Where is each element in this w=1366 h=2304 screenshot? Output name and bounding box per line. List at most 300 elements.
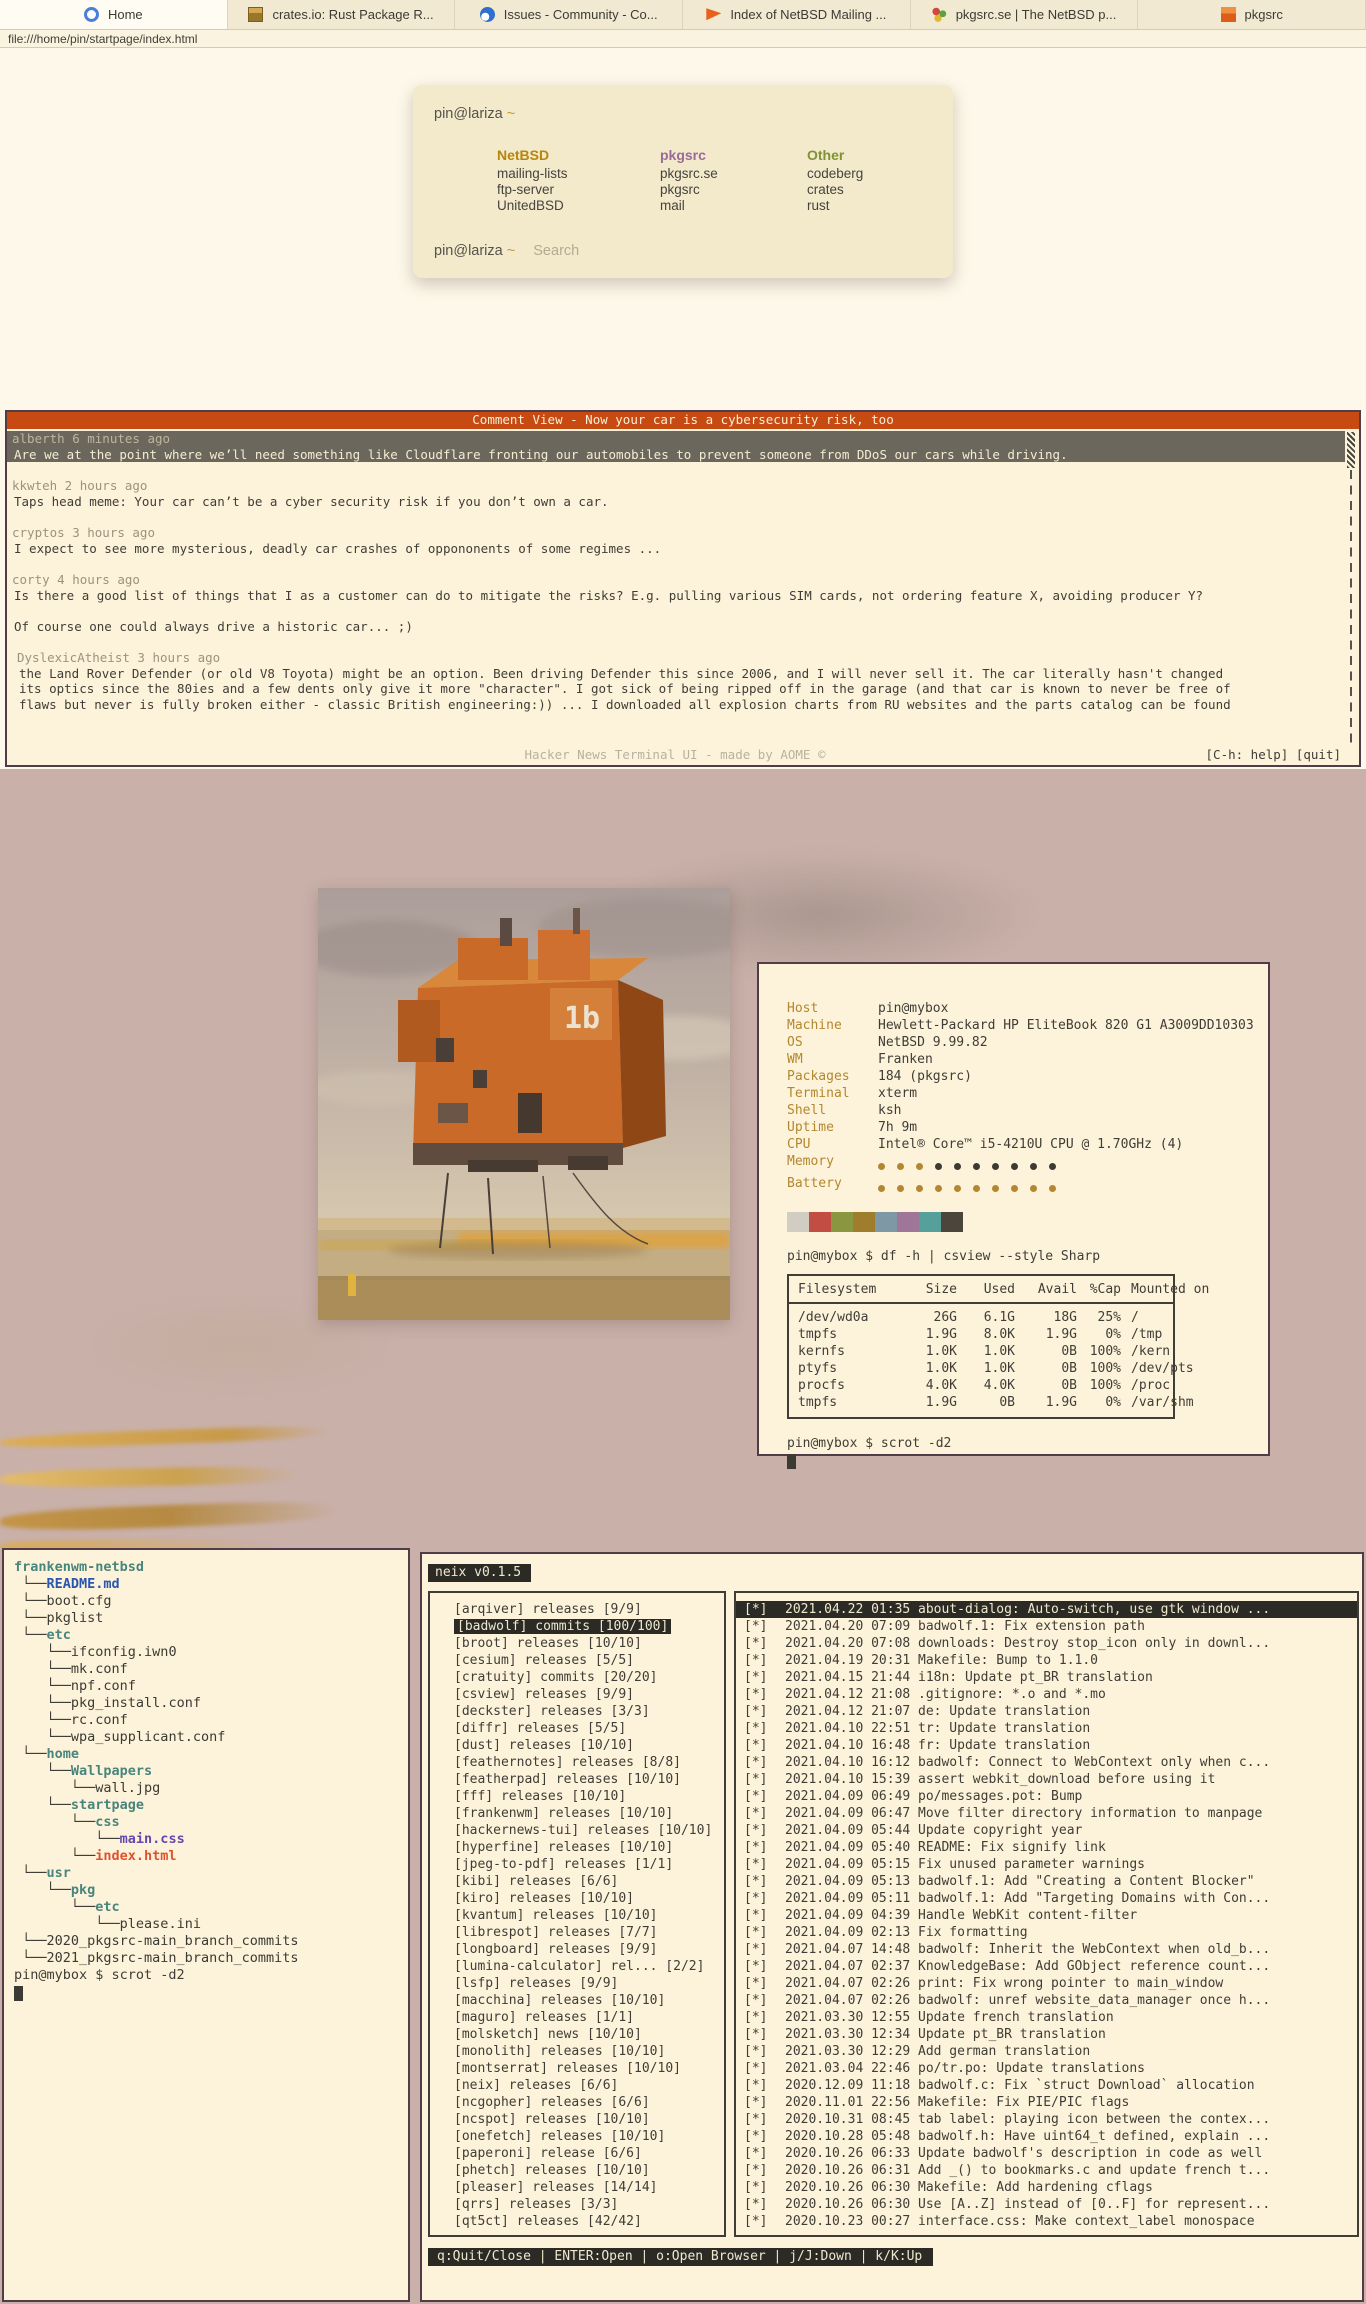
- hn-comment-line: its optics since the 80ies and a few dents only give it more "character". I got sick of being ripped off in the garage (and that car is known to never be free of: [19, 681, 1231, 696]
- commit-list-panel: [734, 1591, 1359, 2237]
- feed-item-label: [neix] releases [6/6]: [454, 2078, 619, 2093]
- commit-row[interactable]: [736, 1958, 1357, 1975]
- feed-item[interactable]: [454, 1618, 724, 1635]
- palette-swatch: [809, 1212, 831, 1232]
- feed-item[interactable]: [454, 1924, 724, 1941]
- df-table-header: [789, 1281, 1210, 1298]
- feed-item[interactable]: [454, 1958, 724, 1975]
- tree-line: [14, 1661, 408, 1678]
- feed-item[interactable]: [454, 1941, 724, 1958]
- tree-line: [14, 1644, 408, 1661]
- fetch-value: ksh: [878, 1103, 902, 1118]
- svg-text:1b: 1b: [564, 1001, 601, 1036]
- tree-branch: └──: [14, 1627, 47, 1643]
- commit-marker: [*]: [744, 1976, 768, 1991]
- feed-item-label: [molsketch] news [10/10]: [454, 2027, 642, 2042]
- scrollbar-thumb[interactable]: [1347, 432, 1355, 468]
- tab-crate[interactable]: [228, 0, 456, 29]
- fetch-label: OS: [787, 1035, 803, 1050]
- commit-datetime: 2020.10.26 06:31: [785, 2163, 911, 2178]
- commit-message: badwolf.c: Fix `struct Download` allocation: [918, 2078, 1255, 2093]
- fetch-meter-row: [787, 1175, 1268, 1197]
- commit-datetime: 2021.03.30 12:55: [785, 2010, 911, 2025]
- commit-row[interactable]: [736, 1771, 1357, 1788]
- commit-datetime: 2021.04.09 05:11: [785, 1891, 911, 1906]
- startpage-link[interactable]: pkgsrc.se: [660, 166, 718, 181]
- hn-comment-line: I expect to see more mysterious, deadly car crashes of oppononents of some regimes ...: [14, 540, 662, 556]
- df-cell: 6.1G: [983, 1310, 1015, 1325]
- commit-row[interactable]: [736, 1907, 1357, 1924]
- feed-item[interactable]: [454, 1720, 724, 1737]
- commit-datetime: 2020.10.28 05:48: [785, 2129, 911, 2144]
- feed-item-label: [kiro] releases [10/10]: [454, 1891, 635, 1906]
- feed-item-label: [jpeg-to-pdf] releases [1/1]: [454, 1857, 674, 1872]
- df-cell: 1.0K: [925, 1344, 957, 1359]
- tab-globe[interactable]: [0, 0, 228, 29]
- fetch-value: Intel® Core™ i5-4210U CPU @ 1.70GHz (4): [878, 1137, 1184, 1152]
- commit-datetime: 2021.04.09 05:13: [785, 1874, 911, 1889]
- tab-cube[interactable]: [1138, 0, 1366, 29]
- commit-marker: [*]: [744, 1993, 768, 2008]
- palette-swatch: [831, 1212, 853, 1232]
- df-cell: 0%: [1105, 1395, 1121, 1410]
- feed-item-label: [featherpad] releases [10/10]: [454, 1772, 681, 1787]
- commit-datetime: 2021.04.10 22:51: [785, 1721, 911, 1736]
- tab-bar: [0, 0, 1366, 30]
- commit-row[interactable]: [736, 1805, 1357, 1822]
- crate-icon: [248, 7, 263, 22]
- commit-datetime: 2021.04.10 16:12: [785, 1755, 911, 1770]
- commit-row[interactable]: [736, 1890, 1357, 1907]
- startpage-column-title: pkgsrc: [660, 147, 706, 163]
- feed-item[interactable]: [454, 1873, 724, 1890]
- feed-item-label: [hyperfine] releases [10/10]: [454, 1840, 674, 1855]
- commit-marker: [*]: [744, 1704, 768, 1719]
- url-bar[interactable]: [0, 30, 1366, 48]
- hn-comment-author: alberth 6 minutes ago: [12, 431, 171, 446]
- commit-datetime: 2021.04.09 05:40: [785, 1840, 911, 1855]
- commit-row[interactable]: [736, 1822, 1357, 1839]
- hn-comment: [7, 478, 1359, 509]
- feed-item[interactable]: [454, 1975, 724, 1992]
- hn-comment-line: Taps head meme: Your car can’t be a cyber security risk if you don’t own a car.: [14, 493, 609, 509]
- startpage-column: [660, 147, 718, 214]
- commit-row[interactable]: [736, 1941, 1357, 1958]
- meter-dot: [1049, 1185, 1056, 1192]
- commit-marker: [*]: [744, 2010, 768, 2025]
- commit-marker: [*]: [744, 2180, 768, 2195]
- wallpaper-dune: [0, 1424, 330, 1450]
- startpage-link[interactable]: codeberg: [807, 166, 864, 181]
- commit-row[interactable]: [736, 1686, 1357, 1703]
- tree-branch: └──: [14, 1661, 71, 1677]
- commit-row[interactable]: [736, 1618, 1357, 1635]
- df-cell: /: [1131, 1310, 1139, 1325]
- tree-branch: └──: [14, 1848, 96, 1864]
- fetch-value: Hewlett-Packard HP EliteBook 820 G1 A3009DD10303: [878, 1018, 1254, 1033]
- commit-message: po/messages.pot: Bump: [918, 1789, 1083, 1804]
- tree-entry: frankenwm-netbsd: [14, 1559, 145, 1575]
- commit-row[interactable]: [736, 2213, 1357, 2230]
- commit-datetime: 2021.04.09 04:39: [785, 1908, 911, 1923]
- tree-entry: etc: [46, 1627, 71, 1643]
- commit-row[interactable]: [736, 2162, 1357, 2179]
- feed-item-label: [lumina-calculator] rel... [2/2]: [454, 1959, 705, 1974]
- tab-community[interactable]: [455, 0, 683, 29]
- startpage-column: [807, 147, 863, 214]
- feed-item[interactable]: [454, 2196, 724, 2213]
- commit-row[interactable]: [736, 2060, 1357, 2077]
- commit-marker: [*]: [744, 1959, 768, 1974]
- tree-prompt: pin@mybox $ scrot -d2: [14, 1967, 185, 1983]
- df-cell: 1.0K: [925, 1361, 957, 1376]
- commit-row[interactable]: [736, 1737, 1357, 1754]
- neix-status-bar: q:Quit/Close | ENTER:Open | o:Open Browser | j/J:Down | k/K:Up: [428, 2248, 933, 2266]
- feed-item[interactable]: [454, 1839, 724, 1856]
- tree-line: [14, 1933, 408, 1950]
- hn-comment: [7, 431, 1345, 462]
- commit-message: README: Fix signify link: [918, 1840, 1106, 1855]
- commit-datetime: 2020.10.23 00:27: [785, 2214, 911, 2229]
- df-header-cell: Avail: [1037, 1282, 1077, 1297]
- palette-swatch: [853, 1212, 875, 1232]
- tree-branch: └──: [14, 1882, 71, 1898]
- tree-branch: └──: [14, 1610, 47, 1626]
- df-table-row: [789, 1377, 1173, 1394]
- commit-row[interactable]: [736, 1669, 1357, 1686]
- tree-entry: pkg_install.conf: [70, 1695, 201, 1711]
- commit-row[interactable]: [736, 1703, 1357, 1720]
- feed-item[interactable]: [454, 1907, 724, 1924]
- tree-branch: └──: [14, 1899, 96, 1915]
- tree-branch: └──: [14, 1746, 47, 1762]
- startpage-link[interactable]: ftp-server: [497, 182, 555, 197]
- feed-item[interactable]: [454, 1737, 724, 1754]
- df-header-cell: Used: [983, 1282, 1015, 1297]
- fetch-info-row: [787, 1034, 1268, 1051]
- commit-row[interactable]: [736, 1856, 1357, 1873]
- feed-item[interactable]: [454, 2026, 724, 2043]
- commit-row[interactable]: [736, 1992, 1357, 2009]
- feed-item-label: [cratuity] commits [20/20]: [454, 1670, 658, 1685]
- commit-row[interactable]: [736, 1652, 1357, 1669]
- df-cell: 0B: [1061, 1361, 1077, 1376]
- feed-item[interactable]: [454, 1635, 724, 1652]
- search-placeholder: Search: [533, 243, 580, 259]
- feed-item[interactable]: [454, 1601, 724, 1618]
- tree-entry: npf.conf: [70, 1678, 136, 1694]
- commit-datetime: 2021.04.09 05:44: [785, 1823, 911, 1838]
- commit-message: .gitignore: *.o and *.mo: [918, 1687, 1106, 1702]
- feed-item[interactable]: [454, 1669, 724, 1686]
- meter-dot: [1030, 1185, 1037, 1192]
- feed-item-label: [montserrat] releases [10/10]: [454, 2061, 681, 2076]
- tree-entry: ifconfig.iwn0: [70, 1644, 177, 1660]
- meter-dot: [954, 1185, 961, 1192]
- tree-line: [14, 1916, 408, 1933]
- terminal-color-palette: [787, 1212, 1268, 1232]
- commit-row[interactable]: [736, 1754, 1357, 1771]
- startpage-column-title: NetBSD: [497, 147, 550, 163]
- df-cell: 0B: [999, 1395, 1015, 1410]
- tree-entry: boot.cfg: [46, 1593, 112, 1609]
- feed-item[interactable]: [454, 2009, 724, 2026]
- feed-item-label: [ncspot] releases [10/10]: [454, 2112, 650, 2127]
- commit-message: Use [A..Z] instead of [0..F] for represent...: [918, 2197, 1271, 2212]
- commit-row[interactable]: [736, 1873, 1357, 1890]
- hn-comment-line: Is there a good list of things that I as a customer can do to mitigate the risks? E.g. pulling various SIM cards, not ordering feature X, avoiding producer Y?: [14, 587, 1204, 603]
- commit-message: Handle WebKit content-filter: [918, 1908, 1138, 1923]
- commit-marker: [*]: [744, 2061, 768, 2076]
- palette-swatch: [787, 1212, 809, 1232]
- meter-dot: [954, 1163, 961, 1170]
- feed-item[interactable]: [454, 2145, 724, 2162]
- commit-message: fr: Update translation: [918, 1738, 1091, 1753]
- commit-row[interactable]: [736, 1720, 1357, 1737]
- feed-item-label: [librespot] releases [7/7]: [454, 1925, 658, 1940]
- neix-window: [420, 1552, 1364, 2302]
- tree-entry: usr: [46, 1865, 71, 1881]
- feed-item[interactable]: [454, 1788, 724, 1805]
- startpage-card: [413, 85, 953, 278]
- fetch-label: Host: [787, 1001, 819, 1016]
- df-cell: ptyfs: [798, 1361, 838, 1376]
- feed-item-label: [diffr] releases [5/5]: [454, 1721, 627, 1736]
- df-cell: 4.0K: [925, 1378, 957, 1393]
- palette-swatch: [941, 1212, 963, 1232]
- tab-dots[interactable]: [911, 0, 1139, 29]
- tree-entry: index.html: [95, 1848, 177, 1864]
- commit-message: Add _() to bookmarks.c and update french t...: [918, 2163, 1271, 2178]
- commit-row[interactable]: [736, 2043, 1357, 2060]
- commit-marker: [*]: [744, 2044, 768, 2059]
- df-cell: /var/shm: [1131, 1395, 1194, 1410]
- fetch-terminal-window: [757, 962, 1270, 1456]
- feed-item-label: [macchina] releases [10/10]: [454, 1993, 666, 2008]
- wallpaper-dune: [0, 1499, 340, 1533]
- tree-line: [14, 1831, 408, 1848]
- commit-datetime: 2021.04.10 16:48: [785, 1738, 911, 1753]
- df-cell: /dev/wd0a: [798, 1310, 869, 1325]
- commit-message: badwolf.1: Fix extension path: [918, 1619, 1145, 1634]
- feed-item[interactable]: [454, 1754, 724, 1771]
- community-icon: [480, 7, 495, 22]
- feed-item[interactable]: [454, 1856, 724, 1873]
- commit-message: po/tr.po: Update translations: [918, 2061, 1145, 2076]
- feed-item[interactable]: [454, 1822, 724, 1839]
- startpage-search[interactable]: [434, 243, 579, 259]
- commit-message: badwolf: Inherit the WebContext when old_b...: [918, 1942, 1271, 1957]
- commit-row[interactable]: [736, 1839, 1357, 1856]
- feed-item-label: [qrrs] releases [3/3]: [454, 2197, 619, 2212]
- prompt-user: pin@lariza: [434, 106, 503, 122]
- feed-item[interactable]: [454, 2128, 724, 2145]
- commit-marker: [*]: [744, 1619, 768, 1634]
- tab-label: Home: [107, 7, 143, 22]
- tree-entry: README.md: [46, 1576, 120, 1592]
- commit-message: i18n: Update pt_BR translation: [918, 1670, 1153, 1685]
- startpage-link[interactable]: UnitedBSD: [497, 198, 564, 213]
- df-cell: /kern: [1131, 1344, 1171, 1359]
- df-cell: /dev/pts: [1131, 1361, 1194, 1376]
- tree-line: [14, 1797, 408, 1814]
- palette-swatch: [919, 1212, 941, 1232]
- meter-dot: [973, 1163, 980, 1170]
- tree-line: [14, 1950, 408, 1967]
- tree-branch: └──: [14, 1763, 71, 1779]
- df-cell: /proc: [1131, 1378, 1171, 1393]
- tree-entry: css: [95, 1814, 120, 1830]
- startpage-link[interactable]: mailing-lists: [497, 166, 568, 181]
- commit-row[interactable]: [736, 2128, 1357, 2145]
- meter-dot: [992, 1185, 999, 1192]
- tree-line: [14, 1576, 408, 1593]
- df-cell: 1.9G: [925, 1395, 957, 1410]
- feed-item[interactable]: [454, 2179, 724, 2196]
- commit-row[interactable]: [736, 2145, 1357, 2162]
- commit-message: badwolf: unref website_data_manager once h...: [918, 1993, 1271, 2008]
- tree-entry: wall.jpg: [95, 1780, 161, 1796]
- meter-dot: [1011, 1185, 1018, 1192]
- tree-line: [14, 1746, 408, 1763]
- df-table-row: [789, 1343, 1173, 1360]
- feed-item[interactable]: [454, 1771, 724, 1788]
- feed-item-label: [dust] releases [10/10]: [454, 1738, 635, 1753]
- commit-row[interactable]: [736, 1635, 1357, 1652]
- commit-message: KnowledgeBase: Add GObject reference count...: [918, 1959, 1271, 1974]
- feed-item-label: [paperoni] release [6/6]: [454, 2146, 642, 2161]
- feed-item[interactable]: [454, 2094, 724, 2111]
- commit-datetime: 2021.04.12 21:07: [785, 1704, 911, 1719]
- feed-item[interactable]: [454, 2077, 724, 2094]
- tab-label: crates.io: Rust Package R...: [272, 7, 434, 22]
- startpage-link[interactable]: mail: [660, 198, 685, 213]
- commit-marker: [*]: [744, 1687, 768, 1702]
- tree-branch: └──: [14, 1950, 47, 1966]
- feed-item[interactable]: [454, 2213, 724, 2230]
- wallpaper-dune: [0, 1465, 300, 1488]
- tab-flag[interactable]: [683, 0, 911, 29]
- startpage-link[interactable]: pkgsrc: [660, 182, 700, 197]
- commit-datetime: 2020.10.26 06:33: [785, 2146, 911, 2161]
- feed-item[interactable]: [454, 1890, 724, 1907]
- feed-item-label: [kvantum] releases [10/10]: [454, 1908, 658, 1923]
- df-command-line: pin@mybox $ df -h | csview --style Sharp: [787, 1249, 1101, 1264]
- commit-message: badwolf.h: Have uint64_t defined, explain ...: [918, 2129, 1271, 2144]
- tree-branch: └──: [14, 1593, 47, 1609]
- hn-comment-author: DyslexicAtheist 3 hours ago: [17, 650, 221, 665]
- commit-message: downloads: Destroy stop_icon only in downl...: [918, 1636, 1271, 1651]
- feed-item[interactable]: [454, 1652, 724, 1669]
- startpage-column: [497, 147, 568, 214]
- commit-datetime: 2020.10.31 08:45: [785, 2112, 911, 2127]
- commit-marker: [*]: [744, 1636, 768, 1651]
- df-cell: 0%: [1105, 1327, 1121, 1342]
- commit-marker: [*]: [744, 2197, 768, 2212]
- feed-item[interactable]: [454, 2043, 724, 2060]
- feed-item-label: [kibi] releases [6/6]: [454, 1874, 619, 1889]
- feed-item[interactable]: [454, 1992, 724, 2009]
- commit-marker: [*]: [744, 2095, 768, 2110]
- feed-item[interactable]: [454, 2060, 724, 2077]
- df-cell: 25%: [1097, 1310, 1121, 1325]
- commit-row[interactable]: [736, 2009, 1357, 2026]
- commit-message: print: Fix wrong pointer to main_window: [918, 1976, 1224, 1991]
- df-cell: 8.0K: [983, 1327, 1015, 1342]
- fetch-label: Terminal: [787, 1086, 850, 1101]
- commit-row[interactable]: [736, 1924, 1357, 1941]
- commit-row[interactable]: [736, 1601, 1357, 1618]
- feed-item-label: [badwolf] commits [100/100]: [454, 1619, 671, 1634]
- commit-row[interactable]: [736, 2026, 1357, 2043]
- feed-list-panel: [428, 1591, 726, 2237]
- startpage-column-title: Other: [807, 147, 845, 163]
- meter-dots: [878, 1175, 1068, 1197]
- fetch-label: Packages: [787, 1069, 850, 1084]
- hn-comment-line: Are we at the point where we’ll need something like Cloudflare fronting our automobiles to prevent someone from DDoS our cars while driving.: [14, 446, 1068, 462]
- meter-dot: [878, 1163, 885, 1170]
- tree-line: [14, 1627, 408, 1644]
- fetch-value: 184 (pkgsrc): [878, 1069, 972, 1084]
- tree-branch: └──: [14, 1576, 47, 1592]
- commit-row[interactable]: [736, 2111, 1357, 2128]
- feed-item[interactable]: [454, 2162, 724, 2179]
- commit-datetime: 2020.12.09 11:18: [785, 2078, 911, 2093]
- commit-row[interactable]: [736, 2196, 1357, 2213]
- hn-comment-line: flaws but never is fully broken either - classic British engineering:)) ... I downloaded all explosion charts from RU websites and the parts catalog can be found: [19, 696, 1231, 712]
- commit-marker: [*]: [744, 2027, 768, 2042]
- commit-row[interactable]: [736, 2077, 1357, 2094]
- tree-branch: └──: [14, 1933, 47, 1949]
- hn-comment-line: [7, 603, 1359, 619]
- hn-footer-credit: Hacker News Terminal UI - made by AOME ©: [524, 747, 826, 762]
- hn-footer: [7, 747, 1343, 763]
- cursor-block: [787, 1454, 796, 1469]
- df-cell: 1.0K: [983, 1361, 1015, 1376]
- feed-item[interactable]: [454, 1703, 724, 1720]
- commit-datetime: 2021.04.07 02:26: [785, 1993, 911, 2008]
- fetch-label: Memory: [787, 1154, 834, 1169]
- commit-row[interactable]: [736, 2179, 1357, 2196]
- startpage-link[interactable]: crates: [807, 182, 844, 197]
- tree-line: [14, 1610, 408, 1627]
- fetch-info-row: [787, 1017, 1268, 1034]
- meter-dot: [1030, 1163, 1037, 1170]
- prompt-tilde: ~: [506, 243, 516, 259]
- commit-message: Update pt_BR translation: [918, 2027, 1106, 2042]
- commit-datetime: 2021.04.20 07:09: [785, 1619, 911, 1634]
- startpage-link[interactable]: rust: [807, 198, 830, 213]
- feed-item[interactable]: [454, 1686, 724, 1703]
- df-table-row: [789, 1309, 1173, 1326]
- neix-version-badge: neix v0.1.5: [428, 1564, 531, 1582]
- scrollbar-track[interactable]: [1350, 470, 1352, 743]
- commit-message: interface.css: Make context_label monospace: [918, 2214, 1255, 2229]
- commit-row[interactable]: [736, 1788, 1357, 1805]
- fetch-info-row: [787, 1136, 1268, 1153]
- tree-entry: rc.conf: [70, 1712, 128, 1728]
- hn-comment-author: cryptos 3 hours ago: [12, 525, 155, 540]
- commit-row[interactable]: [736, 1975, 1357, 1992]
- fetch-info-row: [787, 1068, 1268, 1085]
- feed-item-label: [hackernews-tui] releases [10/10]: [454, 1823, 713, 1838]
- feed-item[interactable]: [454, 2111, 724, 2128]
- commit-row[interactable]: [736, 2094, 1357, 2111]
- palette-swatch: [897, 1212, 919, 1232]
- tree-entry: 2021_pkgsrc-main_branch_commits: [46, 1950, 299, 1966]
- feed-item-label: [pleaser] releases [14/14]: [454, 2180, 658, 2195]
- feed-item[interactable]: [454, 1805, 724, 1822]
